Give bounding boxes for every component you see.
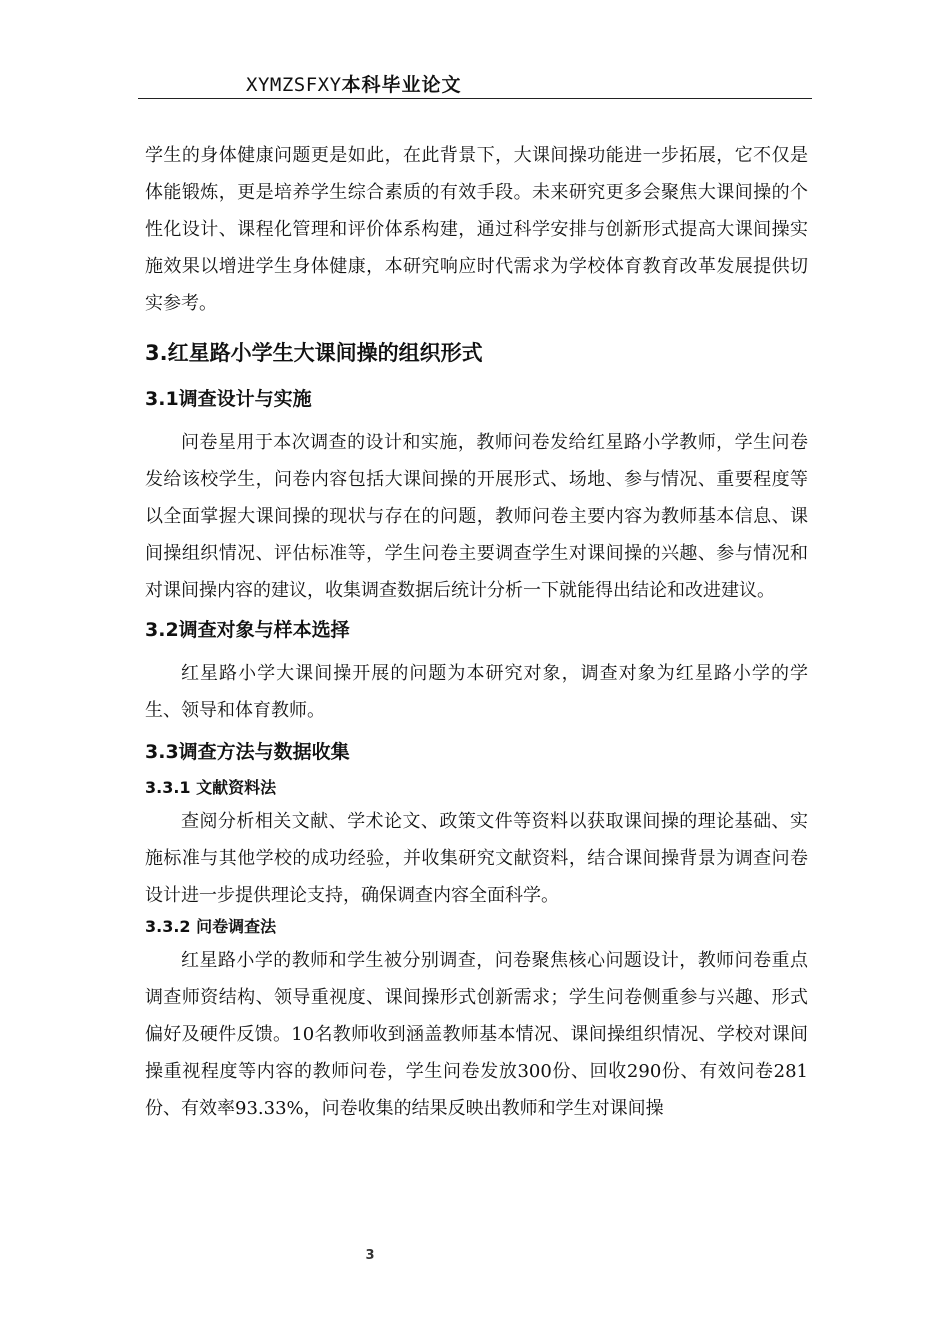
- section-3-1-paragraph: 问卷星用于本次调查的设计和实施，教师问卷发给红星路小学教师，学生问卷发给该校学生，问卷内容包括大课间操的开展形式、场地、参与情况、重要程度等以全面掌握大课间操的现状与存在的问题，教师问卷主要内容为教师基本信息、课间操组织情况、评估标准等，学生问卷主要调查学生对课间操的兴趣、参与情况和对课间操内容的建议，收集调查数据后统计分析一下就能得出结论和改进建议。: [145, 432, 808, 601]
- section-3-2-heading: 3.2调查对象与样本选择: [145, 619, 350, 641]
- section-3-1-heading: 3.1调查设计与实施: [145, 388, 312, 410]
- section-3-3-2-heading: 3.3.2 问卷调查法: [145, 917, 277, 936]
- header-thesis-label: 本科毕业论文: [341, 74, 462, 96]
- page-number: 3: [365, 1248, 375, 1263]
- section-3-3-1-paragraph: 查阅分析相关文献、学术论文、政策文件等资料以获取课间操的理论基础、实施标准与其他学校的成功经验，并收集研究文献资料，结合课间操背景为调查问卷设计进一步提供理论支持，确保调查内容全面科学。: [145, 811, 808, 906]
- section-3-3-2-paragraph: 红星路小学的教师和学生被分别调查，问卷聚焦核心问题设计，教师问卷重点调查师资结构、领导重视度、课间操形式创新需求；学生问卷侧重参与兴趣、形式偏好及硬件反馈。10名教师收到涵盖教师基本情况、课间操组织情况、学校对课间操重视程度等内容的教师问卷，学生问卷发放300份、回收290份、有效问卷281份、有效率93.33%，问卷收集的结果反映出教师和学生对课间操: [145, 950, 808, 1119]
- header-title: [246, 74, 462, 96]
- page-body: [145, 137, 808, 1127]
- intro-paragraph: 学生的身体健康问题更是如此，在此背景下，大课间操功能进一步拓展，它不仅是体能锻炼，更是培养学生综合素质的有效手段。未来研究更多会聚焦大课间操的个性化设计、课程化管理和评价体系构建，通过科学安排与创新形式提高大课间操实施效果以增进学生身体健康，本研究响应时代需求为学校体育教育改革发展提供切实参考。: [145, 145, 808, 314]
- header-school-code: XYMZSFXY: [246, 74, 342, 96]
- section-3-3-1-heading: 3.3.1 文献资料法: [145, 778, 277, 797]
- section-3-3-heading: 3.3调查方法与数据收集: [145, 741, 350, 763]
- chapter-3-heading: 3.红星路小学生大课间操的组织形式: [145, 341, 483, 365]
- section-3-2-paragraph: 红星路小学大课间操开展的问题为本研究对象，调查对象为红星路小学的学生、领导和体育教师。: [145, 663, 808, 721]
- page-header: [138, 72, 812, 99]
